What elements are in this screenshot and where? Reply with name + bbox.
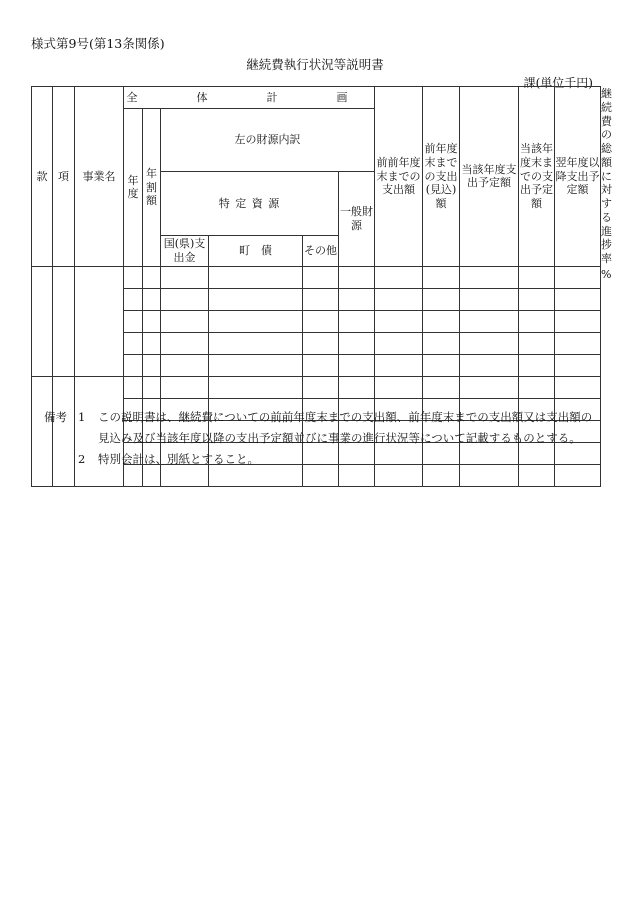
header-nenwarigaku: 年割額 [143,109,161,267]
form-number: 様式第9号(第13条関係) [31,36,165,51]
notes [44,407,604,470]
header-zentai-keikaku: 全 体 計 画 [124,87,375,109]
header-tougai-nendo: 当該年度支出予定額 [460,87,519,267]
header-ippan-zaigen: 一般財源 [339,172,375,266]
header-nendo: 年度 [124,109,143,267]
unit-label: 課(単位千円) [523,76,593,90]
cell-kan [32,266,53,376]
header-tougai-matsu: 当該年度末までの支出予定額 [519,87,555,267]
header-zenzen-nendo: 前前年度末までの支出額 [375,87,423,267]
header-zaigen-uchiwake: 左の財源内訳 [161,109,375,172]
notes-label: 備考 [44,410,67,424]
expenditure-table: 款 項 事業名 全 体 計 画 前前年度末までの支出額 前年度末までの支出(見込)額 当該年度支出予定額 当該年度末までの支出予定額 翌年度以降支出予定額 継続費の総額に対する進捗率 年度 年割額 左の財源内訳 特 定 資 源 一般財源 国(県)支出金 町 債 その他 % [31,86,601,487]
note-1-line-1: この説明書は、継続費についての前前年度末までの支出額、前年度末までの支出額又は支出額の [98,410,593,424]
header-jigyoumei: 事業名 [75,87,124,267]
note-1-number: 1 [78,410,86,424]
cell-jigyoumei [75,266,124,376]
note-2-text: 特別会計は、別紙とすること。 [98,452,259,466]
document-title: 継続費執行状況等説明書 [246,57,384,72]
note-1-line-2: 見込み及び当該年度以降の支出予定額並びに事業の進行状況等について記載するものとする。 [98,431,581,445]
header-chousai: 町 債 [209,235,303,266]
header-kou: 項 [53,87,75,267]
header-kuni-ken: 国(県)支出金 [161,235,209,266]
header-tokutei-zaigen: 特 定 資 源 [161,172,339,235]
header-sonota: その他 [303,235,339,266]
table-row [32,376,601,398]
cell-kou [53,266,75,376]
header-zen-nendo: 前年度末までの支出(見込)額 [423,87,460,267]
header-yokunendo: 翌年度以降支出予定額 [555,87,601,267]
note-2-number: 2 [78,452,86,466]
header-kan: 款 [32,87,53,267]
table-row: % [32,266,601,288]
